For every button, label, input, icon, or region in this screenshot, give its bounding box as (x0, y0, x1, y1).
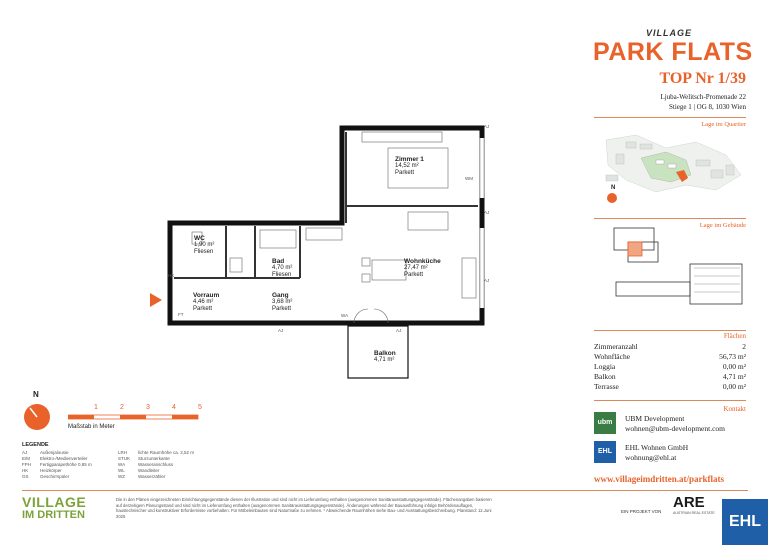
north-big-label: N (33, 390, 39, 399)
legend-col-2: LRH lichte Raumhöhe ca. 2,52 m STUK Sturzunterkante WA Wasseranschluss WL Wandleiter WZ Wasserzähler (118, 450, 195, 479)
are-logo-text: ARE (673, 494, 705, 511)
unit-location: Stiege 1 | OG 8, 1030 Wien (668, 103, 746, 111)
brand-village: VILLAGE (646, 28, 693, 38)
ein-projekt-label: EIN PROJEKT VON (621, 509, 662, 514)
mark-aj-bottom: AJ (484, 278, 490, 283)
ehl-name: EHL Wohnen GmbH (625, 443, 689, 452)
divider-3 (594, 330, 746, 331)
room-wohnkueche: Wohnküche 27,47 m² Parkett (404, 258, 441, 278)
ubm-email[interactable]: wohnen@ubm-development.com (625, 423, 726, 433)
mark-aj-top: AJ (484, 124, 490, 129)
ehl-email[interactable]: wohnung@ehl.at (625, 452, 677, 462)
stat-row-living: Wohnfläche 56,73 m² (594, 352, 746, 361)
room-bad: Bad 4,70 m² Fliesen (272, 258, 293, 278)
mark-aj-balkon: AJ (396, 328, 402, 333)
divider-1 (594, 117, 746, 118)
north-small-icon (607, 193, 617, 203)
stat-row-balkon: Balkon 4,71 m² (594, 372, 746, 381)
scale-bar (68, 414, 208, 422)
tick-2: 2 (120, 404, 124, 411)
village-logo (22, 496, 86, 522)
are-logo-sub: AUSTRIAN REAL ESTATE (673, 511, 715, 515)
room-vorraum: Vorraum 4,46 m² Parkett (193, 292, 220, 312)
ehl-contact (625, 443, 688, 462)
quartier-map (596, 130, 746, 200)
mark-ft: FT (178, 312, 184, 317)
divider-bottom (22, 490, 748, 491)
disclaimer: Die in den Plänen eingezeichneten Einrichtungsgegenstände dienen der Illustration und sind nicht im Lieferumfang enthalten (ausgenommen Sanitärausstattungsgegenstände). Flächenangaben basieren auf derzeitigem Planungsstand und sind nicht im Lieferumfang enthalten (ausgenommen Sanitärausstattungsgegenstände). Änderungen während der Bauausführung infolge Behördenauflagen, haustechnischer und konstruktiver Erfordernisse vorbehalten. Für Möbeleinbauten sind Naturmaße zu nehmen. * Abweichende Raumhöhen siehe Bau- und Ausstattungsbeschreibung. Planstand: 12.Juni 2025 (116, 497, 492, 519)
brand-park-flats: PARK FLATS (593, 38, 753, 66)
stat-row-loggia: Loggia 0,00 m² (594, 362, 746, 371)
unit-address: Ljuba-Welitsch-Promenade 22 (660, 93, 746, 101)
village-logo-bottom: IM DRITTEN (22, 509, 85, 521)
unit-title: TOP Nr 1/39 (659, 70, 746, 87)
ubm-logo: ubm (594, 412, 616, 434)
tick-4: 4 (172, 404, 176, 411)
stat-row-terrasse: Terrasse 0,00 m² (594, 382, 746, 391)
north-small-label: N (611, 185, 616, 191)
legend-title: LEGENDE (22, 442, 49, 448)
ehl-logo-small: EHL (594, 441, 616, 463)
mark-wa: WA (341, 313, 349, 318)
divider-2 (594, 218, 746, 219)
ehl-logo-large: EHL (722, 499, 768, 545)
flaechen-title: Flächen (723, 332, 746, 340)
mark-aj-left: AJ (278, 328, 284, 333)
room-zimmer: Zimmer 1 14,52 m² Parkett (395, 156, 424, 176)
flaechen-table (594, 342, 746, 392)
room-gang: Gang 3,68 m² Parkett (272, 292, 293, 312)
tick-3: 3 (146, 404, 150, 411)
website-link[interactable]: www.villageimdritten.at/parkflats (594, 474, 724, 484)
stat-row-rooms: Zimmeranzahl 2 (594, 342, 746, 351)
scale-label: Maßstab in Meter (68, 424, 115, 430)
legend-col-1: AJ Außenjalousie E/M Elektro-/Medienverteiler FPH Fertigparapethöhe 0,85 m HK Heizkörper GS Geschirrspüler (22, 450, 92, 479)
ubm-contact (625, 414, 725, 433)
mark-hk: HK (168, 273, 175, 278)
tick-1: 1 (94, 404, 98, 411)
tick-5: 5 (198, 404, 202, 411)
mark-aj-mid: AJ (484, 210, 490, 215)
gebaeude-label: Lage im Gebäude (699, 222, 746, 229)
ubm-name: UBM Development (625, 414, 685, 423)
room-wc: WC 1,90 m² Fliesen (194, 235, 215, 255)
village-logo-top: VILLAGE (22, 494, 87, 510)
divider-4 (594, 400, 746, 401)
room-balkon: Balkon 4,71 m² (374, 350, 396, 363)
kontakt-title: Kontakt (723, 405, 746, 413)
quartier-label: Lage im Quartier (701, 121, 746, 128)
north-big-icon (22, 402, 52, 432)
mark-wm: WM (465, 176, 473, 181)
are-logo (673, 494, 715, 518)
gebaeude-map (604, 224, 746, 310)
